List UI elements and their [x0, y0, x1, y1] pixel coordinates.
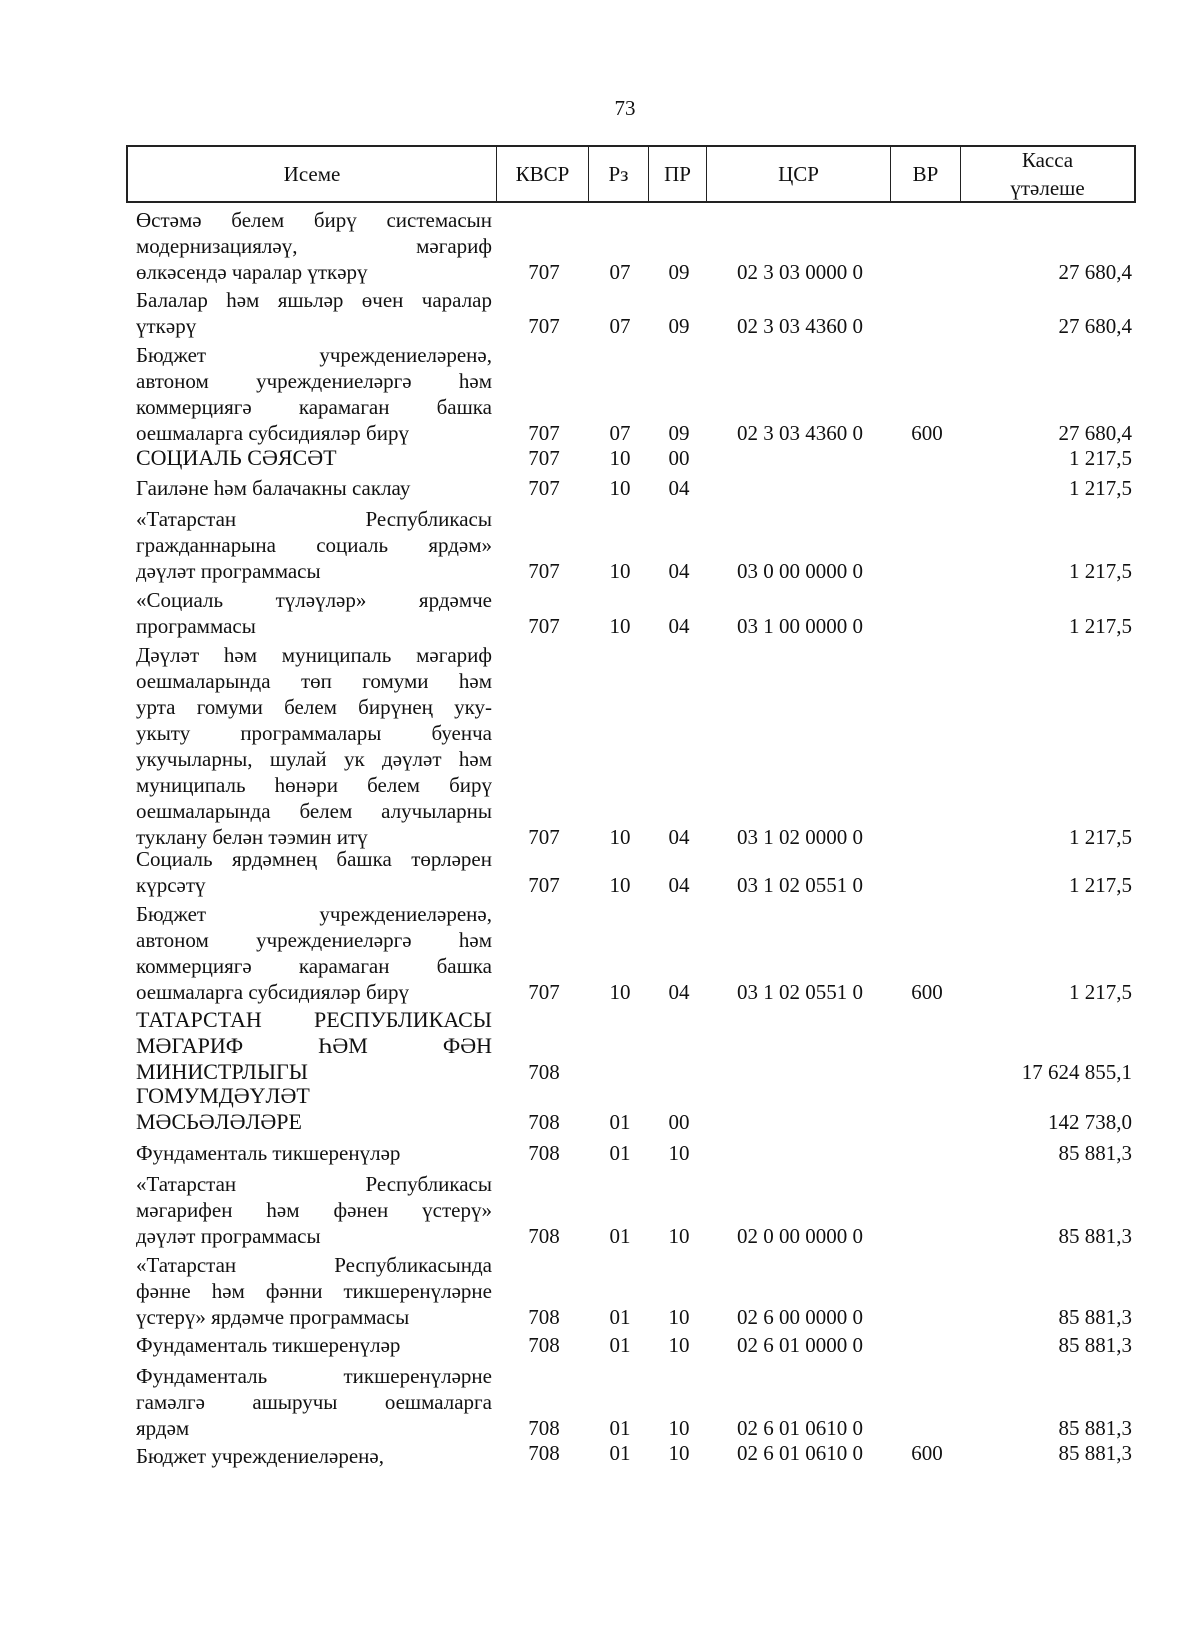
cell-pr: 09: [668, 260, 690, 284]
row-name-line: «Татарстан Республикасында: [136, 1253, 492, 1277]
row-name-line: дәүләт программасы: [136, 1224, 321, 1248]
row-name: [136, 207, 492, 285]
table-row: [0, 1363, 1200, 1441]
cell-kassa: 1 217,5: [1069, 476, 1132, 500]
row-name-line: автоном учреждениеләргә һәм: [136, 928, 492, 952]
row-name-line: укучыларны, шулай ук дәүләт һәм: [136, 747, 492, 771]
table-row: [0, 642, 1200, 850]
cell-pr: 10: [668, 1416, 690, 1440]
cell-pr: 10: [668, 1441, 690, 1465]
cell-rz: 10: [609, 446, 631, 470]
cell-kvsr: 708: [528, 1416, 560, 1440]
header-csr: ЦСР: [706, 147, 890, 201]
table-row: [0, 445, 1200, 471]
cell-rz: 01: [609, 1110, 631, 1134]
cell-kvsr: 707: [528, 825, 560, 849]
header-rz: Рз: [588, 147, 648, 201]
table-row: [0, 1443, 1200, 1469]
cell-kassa: 85 881,3: [1058, 1141, 1132, 1165]
cell-rz: 07: [609, 421, 631, 445]
row-name: [136, 287, 492, 339]
cell-csr: 03 1 02 0551 0: [737, 873, 863, 897]
row-name-line: Бюджет учреждениеләренә,: [136, 1444, 384, 1468]
cell-csr: 03 0 00 0000 0: [737, 559, 863, 583]
row-name-line: МИНИСТРЛЫГЫ: [136, 1059, 308, 1084]
cell-pr: 00: [668, 1110, 690, 1134]
cell-rz: 01: [609, 1224, 631, 1248]
cell-kassa: 27 680,4: [1058, 260, 1132, 284]
row-name: [136, 1140, 492, 1166]
cell-vr: 600: [911, 1441, 943, 1465]
row-name-line: модернизацияләү, мәгариф: [136, 234, 492, 258]
cell-rz: 10: [609, 476, 631, 500]
row-name: [136, 846, 492, 898]
cell-pr: 04: [668, 980, 690, 1004]
cell-kvsr: 708: [528, 1441, 560, 1465]
cell-pr: 04: [668, 559, 690, 583]
row-name-line: автоном учреждениеләргә һәм: [136, 369, 492, 393]
cell-kassa: 85 881,3: [1058, 1305, 1132, 1329]
cell-kassa: 85 881,3: [1058, 1333, 1132, 1357]
table-row: [0, 207, 1200, 285]
row-name: [136, 901, 492, 1005]
cell-pr: 04: [668, 873, 690, 897]
cell-kassa: 1 217,5: [1069, 614, 1132, 638]
cell-pr: 04: [668, 476, 690, 500]
row-name-line: Фундаменталь тикшеренүләрне: [136, 1364, 492, 1388]
row-name-line: үткәрү: [136, 314, 197, 338]
row-name: [136, 642, 492, 850]
table-row: [0, 1083, 1200, 1135]
cell-rz: 01: [609, 1416, 631, 1440]
row-name: [136, 1171, 492, 1249]
cell-kassa: 1 217,5: [1069, 446, 1132, 470]
cell-kvsr: 708: [528, 1333, 560, 1357]
row-name: [136, 342, 492, 446]
row-name-line: «Татарстан Республикасы: [136, 507, 492, 531]
table-row: [0, 901, 1200, 1005]
header-kvsr: КВСР: [496, 147, 588, 201]
page-number: 73: [614, 96, 636, 120]
row-name-line: ГОМУМДӘҮЛӘТ: [136, 1083, 310, 1108]
cell-pr: 10: [668, 1333, 690, 1357]
cell-kassa: 1 217,5: [1069, 559, 1132, 583]
cell-pr: 09: [668, 314, 690, 338]
row-name-line: фәнне һәм фәнни тикшеренүләрне: [136, 1279, 492, 1303]
row-name-line: коммерциягә карамаган башка: [136, 954, 492, 978]
cell-pr: 04: [668, 614, 690, 638]
cell-kvsr: 708: [528, 1305, 560, 1329]
row-name-line: оешмаларга субсидияләр бирү: [136, 421, 409, 445]
cell-kvsr: 707: [528, 614, 560, 638]
cell-csr: 02 6 01 0610 0: [737, 1441, 863, 1465]
cell-kvsr: 708: [528, 1224, 560, 1248]
cell-kassa: 1 217,5: [1069, 980, 1132, 1004]
row-name-line: «Социаль түләүләр» ярдәмче: [136, 588, 492, 612]
cell-kvsr: 707: [528, 873, 560, 897]
row-name-line: күрсәтү: [136, 873, 206, 897]
row-name-line: Гаиләне һәм балачакны саклау: [136, 476, 411, 500]
cell-rz: 07: [609, 314, 631, 338]
row-name-line: Бюджет учреждениеләренә,: [136, 343, 492, 367]
table-row: [0, 846, 1200, 898]
row-name-line: Фундаменталь тикшеренүләр: [136, 1141, 401, 1165]
row-name-line: коммерциягә карамаган башка: [136, 395, 492, 419]
row-name-line: МӘСЬӘЛӘЛӘРЕ: [136, 1109, 302, 1134]
cell-csr: 02 3 03 0000 0: [737, 260, 863, 284]
table-row: [0, 506, 1200, 584]
cell-pr: 10: [668, 1141, 690, 1165]
cell-rz: 01: [609, 1141, 631, 1165]
cell-rz: 01: [609, 1441, 631, 1465]
cell-kvsr: 708: [528, 1141, 560, 1165]
cell-rz: 10: [609, 614, 631, 638]
row-name-line: МӘГАРИФ ҺӘМ ФӘН: [136, 1033, 492, 1058]
table-row: [0, 287, 1200, 339]
cell-kassa: 17 624 855,1: [1021, 1060, 1132, 1084]
cell-pr: 04: [668, 825, 690, 849]
row-name: [136, 445, 492, 471]
cell-kvsr: 707: [528, 476, 560, 500]
header-vr: ВР: [890, 147, 960, 201]
row-name-line: дәүләт программасы: [136, 559, 321, 583]
cell-pr: 09: [668, 421, 690, 445]
row-name-line: укыту программалары буенча: [136, 721, 492, 745]
cell-kvsr: 708: [528, 1060, 560, 1084]
cell-csr: 02 3 03 4360 0: [737, 314, 863, 338]
row-name: [136, 1332, 492, 1358]
cell-rz: 07: [609, 260, 631, 284]
row-name: [136, 475, 492, 501]
cell-pr: 10: [668, 1224, 690, 1248]
cell-kassa: 85 881,3: [1058, 1224, 1132, 1248]
row-name-line: Дәүләт һәм муниципаль мәгариф: [136, 643, 492, 667]
cell-csr: 03 1 02 0551 0: [737, 980, 863, 1004]
row-name-line: Фундаменталь тикшеренүләр: [136, 1333, 401, 1357]
row-name-line: үстерү» ярдәмче программасы: [136, 1305, 410, 1329]
cell-kassa: 27 680,4: [1058, 314, 1132, 338]
cell-csr: 02 0 00 0000 0: [737, 1224, 863, 1248]
row-name-line: Бюджет учреждениеләренә,: [136, 902, 492, 926]
row-name-line: гражданнарына социаль ярдәм»: [136, 533, 492, 557]
row-name-line: гамәлгә ашыручы оешмаларга: [136, 1390, 492, 1414]
table-row: [0, 1140, 1200, 1166]
cell-rz: 10: [609, 873, 631, 897]
cell-csr: 03 1 02 0000 0: [737, 825, 863, 849]
row-name-line: туклану белән тәэмин итү: [136, 825, 368, 849]
row-name: [136, 1443, 492, 1469]
cell-csr: 02 6 00 0000 0: [737, 1305, 863, 1329]
cell-csr: 03 1 00 0000 0: [737, 614, 863, 638]
cell-vr: 600: [911, 980, 943, 1004]
cell-csr: 02 3 03 4360 0: [737, 421, 863, 445]
row-name-line: ярдәм: [136, 1416, 190, 1440]
table-row: [0, 587, 1200, 639]
cell-kvsr: 707: [528, 421, 560, 445]
cell-kvsr: 708: [528, 1110, 560, 1134]
cell-pr: 00: [668, 446, 690, 470]
row-name-line: оешмаларында төп гомуми һәм: [136, 669, 492, 693]
table-row: [0, 475, 1200, 501]
cell-rz: 01: [609, 1305, 631, 1329]
row-name: [136, 506, 492, 584]
cell-kvsr: 707: [528, 980, 560, 1004]
row-name-line: мәгарифен һәм фәнен үстерү»: [136, 1198, 492, 1222]
cell-kassa: 85 881,3: [1058, 1416, 1132, 1440]
row-name-line: Балалар һәм яшьләр өчен чаралар: [136, 288, 492, 312]
row-name-line: Өстәмә белем бирү системасын: [136, 208, 492, 232]
row-name-line: Социаль ярдәмнең башка төрләрен: [136, 847, 492, 871]
cell-rz: 10: [609, 559, 631, 583]
table-row: [0, 1332, 1200, 1358]
row-name-line: урта гомуми белем бирүнең уку-: [136, 695, 492, 719]
cell-kassa: 142 738,0: [1048, 1110, 1132, 1134]
cell-kvsr: 707: [528, 559, 560, 583]
cell-pr: 10: [668, 1305, 690, 1329]
row-name-line: «Татарстан Республикасы: [136, 1172, 492, 1196]
row-name: [136, 587, 492, 639]
cell-vr: 600: [911, 421, 943, 445]
cell-rz: 10: [609, 825, 631, 849]
cell-rz: 10: [609, 980, 631, 1004]
row-name-line: муниципаль һөнәри белем бирү: [136, 773, 492, 797]
header-kassa: Касса үтәлеше: [960, 147, 1134, 201]
cell-kvsr: 707: [528, 314, 560, 338]
row-name-line: оешмаларга субсидияләр бирү: [136, 980, 409, 1004]
table-row: [0, 1007, 1200, 1085]
row-name-line: СОЦИАЛЬ СӘЯСӘТ: [136, 445, 337, 470]
cell-kassa: 1 217,5: [1069, 873, 1132, 897]
row-name: [136, 1363, 492, 1441]
table-row: [0, 342, 1200, 446]
cell-kvsr: 707: [528, 260, 560, 284]
cell-csr: 02 6 01 0000 0: [737, 1333, 863, 1357]
table-header: [126, 145, 1136, 203]
cell-kvsr: 707: [528, 446, 560, 470]
cell-kassa: 1 217,5: [1069, 825, 1132, 849]
cell-csr: 02 6 01 0610 0: [737, 1416, 863, 1440]
row-name: [136, 1083, 492, 1135]
row-name-line: оешмаларында белем алучыларны: [136, 799, 492, 823]
cell-kassa: 27 680,4: [1058, 421, 1132, 445]
table-row: [0, 1252, 1200, 1330]
cell-kassa: 85 881,3: [1058, 1441, 1132, 1465]
header-name: Исеме: [283, 162, 341, 186]
row-name-line: ТАТАРСТАН РЕСПУБЛИКАСЫ: [136, 1007, 492, 1032]
table-row: [0, 1171, 1200, 1249]
row-name: [136, 1252, 492, 1330]
row-name-line: программасы: [136, 614, 256, 638]
row-name: [136, 1007, 492, 1085]
cell-rz: 01: [609, 1333, 631, 1357]
header-pr: ПР: [648, 147, 706, 201]
row-name-line: өлкәсендә чаралар үткәрү: [136, 260, 368, 284]
